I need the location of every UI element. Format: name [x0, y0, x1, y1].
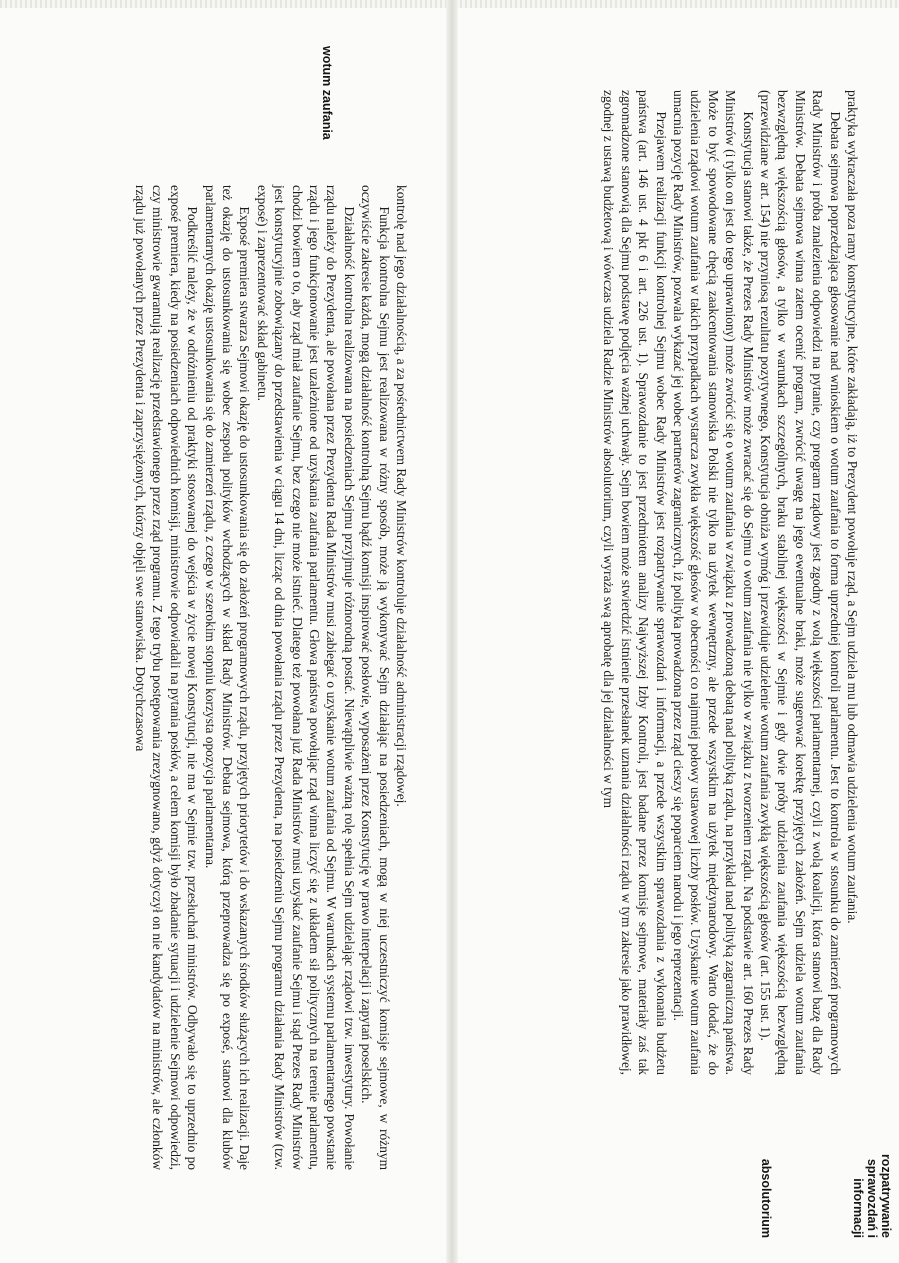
margin-note-rozpatrywanie: rozpatrywanie sprawozdań i informacji	[851, 1153, 893, 1238]
margin-note-wotum-zaufania: wotum zaufania	[320, 46, 334, 140]
paragraph: Podkreślić należy, że w odróżnieniu od praktyki stosowanej do wejścia w życie nowej Konstytucji, nie ma w Sejmie tzw. przesłuchań ministrów. Odbywało się to uprzednio po exposé premiera, kiedy na posiedzeniach odpowiednich komisji, ministrowie odpowiadali na pytania posłów, a celem komisji było zbadanie sytuacji i udzielenie Sejmowi odpowiedzi, czy ministrowie gwarantują realizację przedstawionego przez rząd programu. Z tego trybu postępowania zrezygnowano, gdyż dotyczył on nie kandydatów na ministrów, ale członków rządu już powołanych przez Prezydenta i zaprzysiężonych, którzy objęli swe stanowiska. Dotychczasowa	[132, 185, 201, 1170]
paragraph: Przejawem realizacji funkcji kontrolnej Sejmu wobec Rady Ministrów jest rozpatrywanie sprawozdań i informacji, a przede wszystkim sprawozdania z wykonania budżetu państwa (art. 146 ust. 4 pkt 6 i art. 226 ust. 1). Sprawozdanie to jest przedmiotem analizy Najwyższej Izby Kontroli, jest badane przez komisje sejmowe, materiały zaś tak zgromadzone stanowią dla Sejmu podstawę podjęcia ważnej uchwały. Sejm bowiem może stwierdzić istnienie przesłanek uznania działalności rządu w tym zakresie jako prawidłowej, zgodnej z ustawą budżetową i wówczas udziela Radzie Ministrów absolutorium, czyli wyraża swą aprobatę dla jej działalności w tym	[601, 90, 669, 1075]
margin-note-absolutorium: absolutorium	[759, 1158, 773, 1238]
paragraph: Działalność kontrolna realizowana na posiedzeniach Sejmu przyjmuje różnorodną postać. Niewątpliwie ważną rolę spełnia Sejm udzielając rządowi tzw. inwestytury. Powołanie rządu należy do Prezydenta, ale powołana przez Prezydenta Rada Ministrów musi zabiegać o uzyskanie wotum zaufania od Sejmu. W warunkach systemu parlamentarnego powstanie rządu i jego funkcjonowanie jest uzależnione od uzyskania zaufania parlamentu. Głowa państwa powołując rząd winna liczyć się z układem sił politycznych na terenie parlamentu, chodzi bowiem o to, aby rząd miał zaufanie Sejmu, bez czego nie może istnieć. Dlatego też powołana już Rada Ministrów musi uzyskać zaufanie Sejmu i stąd Prezes Rady Ministrów jest konstytucyjnie zobowiązany do przedstawienia w ciągu 14 dni, licząc od dnia powołania rządu przez Prezydenta, na posiedzeniu Sejmu programu działania Rady Ministrów (tzw. exposé) i zaprezentować skład gabinetu.	[254, 185, 357, 1170]
left-page	[0, 0, 446, 1263]
right-page	[453, 0, 899, 1263]
paragraph: praktyka wykraczała poza ramy konstytucyjne, które zakładają, iż to Prezydent powołuje rząd, a Sejm udziela mu lub odmawia udzielenia wotum zaufania.	[845, 90, 860, 924]
paragraph: Funkcja kontrolna Sejmu jest realizowana w różny sposób, może ją wykonywać Sejm działając na posiedzeniach, mogą w niej uczestniczyć komisje sejmowe, w różnym oczywiście zakresie każda, mogą działalność kontrolną Sejmu bądź komisji inspirować posłowie, wyposażeni przez Konstytucję w prawo interpelacji i zapytań poselskich.	[359, 185, 392, 1170]
paragraph: Exposé premiera stwarza Sejmowi okazję do ustosunkowania się do założeń programowych rządu, przyjętych priorytetów i do wskazanych środków służących ich realizacji. Daje też okazję do ustosunkowania się wobec zespołu polityków wchodzących w skład Rady Ministrów. Debata sejmowa, którą przeprowadza się po exposé, stanowi dla klubów parlamentarnych okazję ustosunkowania się do zamierzeń rządu, z czego w szerokim stopniu korzysta opozycja parlamentarna.	[202, 185, 253, 1170]
paragraph: kontrolę nad jego działalnością, a za pośrednictwem Rady Ministrów kontroluje działalność administracji rządowej.	[394, 185, 409, 807]
paragraph: Konstytucja stanowi także, że Prezes Rady Ministrów może zwracać się do Sejmu o wotum zaufania nie tylko w związku z tworzeniem rządu. Na podstawie art. 160 Prezes Rady Ministrów (i tylko on jest do tego uprawniony) może zwrócić się o wotum zaufania w związku z prowadzoną debatą nad polityką rządu, na przykład nad polityką zagraniczną państwa. Może to być spowodowane chęcią zaakcentowania stanowiska Polski nie tylko na użytek wewnętrzny, ale przede wszystkim na użytek międzynarodowy. Warto dodać, że do udzielenia rządowi wotum zaufania w takich przypadkach wystarcza zwykła większość głosów w obecności co najmniej połowy ustawowej liczby posłów. Uzyskanie wotum zaufania umacnia pozycję Rady Ministrów, pozwala wykazać jej wobec partnerów zagranicznych, iż polityka prowadzona przez rząd cieszy się poparciem narodu i jego reprezentacji.	[670, 90, 756, 1075]
left-page-text	[132, 185, 411, 1170]
paragraph: Debata sejmowa poprzedzająca głosowanie nad wnioskiem o wotum zaufania to forma uprzedniej kontroli parlamentu. Jest to kontrola w stosunku do zamierzeń programowych Rady Ministrów i próba znalezienia odpowiedzi na pytanie, czy program rządowy jest zgodny z wolą większości parlamentarnej, czyli z wolą koalicji, która stanowi bazę dla Rady Ministrów. Debata sejmowa winna zatem ocenić program, zwrócić uwagę na jego ewentualne braki, może sugerować korektę przyjętych założeń. Sejm udziela wotum zaufania bezwzględną większością głosów, a tylko w warunkach szczególnych, braku stabilnej większości w Sejmie i gdy dwie próby udzielenia zaufania większością bezwzględną (przewidziane w art. 154) nie przyniosą rezultatu pozytywnego, Konstytucja obniża wymóg i przewiduje udzielenie wotum zaufania zwykłą większością głosów (art. 155 ust. 1).	[757, 90, 843, 1075]
right-page-text	[600, 90, 861, 1075]
